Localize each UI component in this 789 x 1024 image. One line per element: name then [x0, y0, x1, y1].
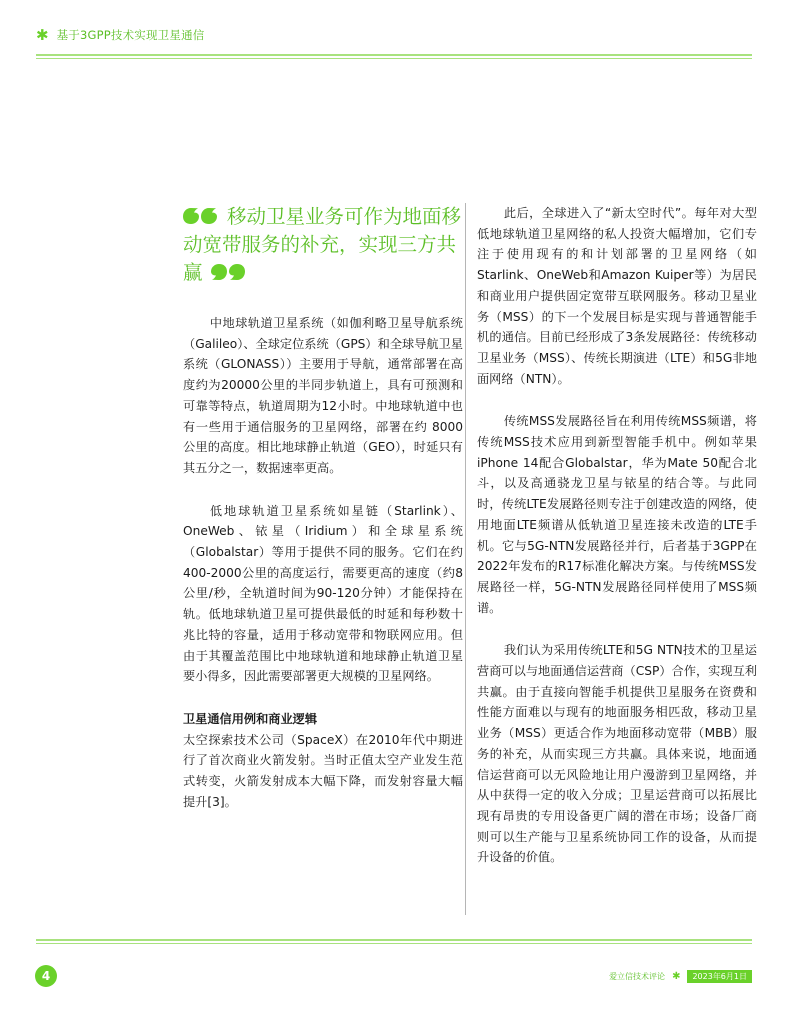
asterisk-icon: ✱ [672, 971, 681, 982]
section-subheading: 卫星通信用例和商业逻辑 [183, 711, 318, 726]
right-paragraph-1: 此后，全球进入了“新太空时代”。每年对大型低地球轨道卫星网络的私人投资大幅增加，它们专注于使用现有的和计划部署的卫星网络（如Starlink、OneWeb和Amazon Kuiper等）为居民和商业用户提供固定宽带互联网服务。移动卫星业务（MSS）的下一个发展目标是实现与普通智能手机的通信。目前已经形成了3条发展路径：传统移动卫星业务（MSS）、传统长期演进（LTE）和5G非地面网络（NTN）。 [477, 206, 757, 386]
footer-rule [36, 939, 752, 941]
column-divider [465, 203, 466, 915]
header-title: 基于3GPP技术实现卫星通信 [56, 28, 205, 42]
left-paragraph-2: 低地球轨道卫星系统如星链（Starlink）、OneWeb、铱星（Iridium）和全球星系统（Globalstar）等用于提供不同的服务。它们在约400-2000公里的高度运行，需要更高的速度（约8公里/秒，全轨道时间为90-120分钟）才能保持在轨。低地球轨道卫星可提供最低的时延和每秒数十兆比特的容量，适用于移动宽带和物联网应用。但由于其覆盖范围比中地球轨道和地球静止轨道卫星要小得多，因此需要部署更大规模的卫星网络。 [183, 503, 463, 684]
footer-rule-thin [36, 943, 752, 944]
running-header [36, 27, 204, 43]
footer-brand: 爱立信技术评论 [609, 972, 666, 981]
close-quote-icon [211, 263, 245, 281]
right-paragraph-3: 我们认为采用传统LTE和5G NTN技术的卫星运营商可以与地面通信运营商（CSP）合作，实现互利共赢。由于直接向智能手机提供卫星服务在资费和性能方面难以与现有的地面服务相匹敌，移动卫星业务（MSS）更适合作为地面移动宽带（MBB）服务的补充，从而实现三方共赢。具体来说，地面通信运营商可以无风险地让用户漫游到卫星网络，并从中获得一定的收入分成；卫星运营商可以拓展比现有昂贵的专用设备更广阔的潜在市场；设备厂商则可以生产能与卫星系统协同工作的设备，从而提升设备的价值。 [477, 643, 757, 865]
right-column [477, 203, 757, 868]
page-number: 4 [35, 965, 57, 987]
header-rule-thin [36, 58, 752, 59]
left-column [183, 203, 463, 812]
left-paragraph-3: 太空探索技术公司（SpaceX）在2010年代中期进行了首次商业火箭发射。当时正值太空产业发生范式转变，火箭发射成本大幅下降，而发射容量大幅提升[3]。 [183, 732, 463, 809]
footer-date: 2023年6月1日 [687, 970, 752, 983]
pull-quote [183, 203, 463, 287]
header-rule [36, 54, 752, 56]
footer [609, 970, 752, 983]
pull-quote-text: 移动卫星业务可作为地面移动宽带服务的补充，实现三方共赢 [183, 205, 462, 284]
left-paragraph-1: 中地球轨道卫星系统（如伽利略卫星导航系统（Galileo）、全球定位系统（GPS）和全球导航卫星系统（GLONASS））主要用于导航，通常部署在高度约为20000公里的半同步轨道上，具有可预测和可靠等特点，轨道周期为12小时。中地球轨道中也有一些用于通信服务的卫星网络，部署在约 8000 公里的高度。相比地球静止轨道（GEO），时延只有其五分之一，数据速率更高。 [183, 316, 463, 475]
open-quote-icon [183, 207, 217, 225]
right-paragraph-2: 传统MSS发展路径旨在利用传统MSS频谱，将传统MSS技术应用到新型智能手机中。例如苹果iPhone 14配合Globalstar，华为Mate 50配合北斗，以及高通骁龙卫星与铱星的结合等。与此同时，传统LTE发展路径则专注于创建改造的网络，使用地面LTE频谱从低轨道卫星连接未改造的LTE手机。它与5G-NTN发展路径并行，后者基于3GPP在2022年发布的R17标准化解决方案。与传统MSS发展路径一样，5G-NTN发展路径同样使用了MSS频谱。 [477, 414, 757, 615]
asterisk-icon: ✱ [36, 25, 49, 44]
